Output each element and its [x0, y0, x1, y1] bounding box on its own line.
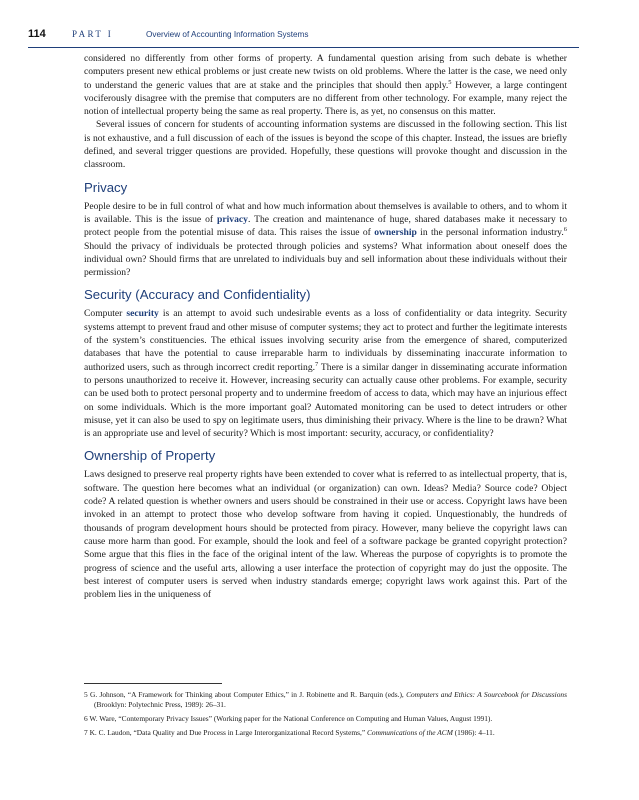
intro-paragraph-2: Several issues of concern for students of accounting information systems are discussed in the following section. This list is not exhaustive, and a full discussion of each of the issues is beyond the scope of this chapter. Instead, the issues are briefly defined, and several trigger questions are provided. Hopefully, these questions will provoke thought and discussion in the classroom. — [84, 119, 567, 171]
page-number: 114 — [28, 28, 46, 40]
footnote-text: G. Johnson, “A Framework for Thinking about Computer Ethics,” in J. Robinette and R. Barquin (eds.), — [89, 690, 407, 699]
privacy-text: People desire to be in full control of what and how much information about themselves is available to others, and to whom it is available. This is the issue of — [84, 200, 567, 225]
footnote-number: 5 — [84, 690, 88, 699]
intro-paragraph-1 — [84, 52, 567, 118]
security-paragraph — [84, 307, 567, 440]
footnote-text: (1986): 4–11. — [452, 728, 495, 737]
part-label: PART I — [72, 29, 114, 39]
chapter-title: Overview of Accounting Information Systems — [146, 30, 309, 39]
privacy-heading: Privacy — [84, 179, 128, 195]
footnote-rule — [84, 683, 222, 684]
intro-text: considered no differently from other forms of property. A fundamental question arising from such debate is whether computers present new ethical problems or just create new twists on old problems. Where the latter is the case, we need only to understand the generic values that are at stake and the principles that should then apply. — [84, 53, 567, 91]
security-text: is an attempt to avoid such undesirable events as a loss of confidentiality or data integrity. Security systems attempt to prevent fraud and other misuse of computer systems; they act to protect and further the legitimate interests of the system’s constituencies. The ethical issues involving security arise from the emergence of shared, computerized databases that have the potential to cause irreparable harm to individuals by disseminating inaccurate information to authorized users, such as through incorrect credit reporting. — [84, 308, 567, 373]
security-text: There is a similar danger in disseminating accurate information to persons unauthorized to receive it. However, increasing security can actually cause other problems. For example, security can be used both to protect personal property and to undermine freedom of access to data, which may have an injurious effect on some individuals. Which is the more important goal? Automated monitoring can be used to detect intruders or other misuse, yet it can also be used to spy on legitimate users, thus diminishing their privacy. Where is the line to be drawn? What is an appropriate use and level of security? Which is most important: security, accuracy, or confidentiality? — [84, 361, 567, 440]
footnotes — [84, 683, 567, 742]
security-text: Computer — [84, 308, 127, 320]
footnote-6 — [84, 714, 567, 724]
security-heading: Security (Accuracy and Confidentiality) — [84, 287, 311, 303]
intro-text: However, a large contingent vociferously disagree with the premise that computers are no different from other technology. For example, many reject the notion of intellectual property being the same as real property. There is, as yet, no consensus on this matter. — [84, 79, 567, 118]
footnote-ref-5: 5 — [448, 78, 452, 86]
footnote-title: Communications of the ACM — [366, 728, 453, 737]
privacy-text: . The creation and maintenance of huge, shared databases make it necessary to protect people from the potential misuse of data. This raises the issue of — [84, 213, 568, 239]
ownership-paragraph: Laws designed to preserve real property rights have been extended to cover what is referred to as intellectual property, that is, software. The question here becomes what an individual (or organization) can own. Ideas? Media? Source code? Object code? A related question is whether owners and users should be constrained in their use or access. Copyright laws have been invoked in an attempt to protect those who develop software from having it copied. Unquestionably, the hundreds of thousands of program development hours should be protected from piracy. However, many believe the copyright laws can cause more harm than good. For example, should the look and feel of a software package be granted copyright protection? Some argue that this flies in the face of the original intent of the law. Whereas the purpose of copyrights is to promote the progress of science and the useful arts, allowing a user interface the protection of copyright may do just the opposite. The best interest of computer users is served when industry standards emerge; copyright laws work against this. Part of the problem lies in the uniqueness of — [84, 469, 567, 601]
footnote-text: K. C. Laudon, “Data Quality and Due Process in Large Interorganizational Record Systems,” — [89, 728, 367, 737]
running-header — [28, 28, 579, 48]
term-security: security — [126, 308, 159, 320]
footnote-7 — [84, 728, 567, 738]
footnote-number: 7 — [84, 728, 88, 737]
body-text — [84, 52, 567, 601]
footnote-text: W. Ware, “Contemporary Privacy Issues” (Working paper for the National Conference on Computing and Human Values, August 1991). — [89, 714, 493, 723]
privacy-text: in the personal information industry. — [416, 227, 564, 239]
footnote-number: 6 — [84, 714, 88, 723]
footnote-ref-7: 7 — [315, 360, 319, 368]
privacy-text: Should the privacy of individuals be protected through policies and systems? What information about oneself does the individual own? Should firms that are unrelated to individuals buy and sell information about these individuals without their permission? — [84, 240, 567, 279]
ownership-heading: Ownership of Property — [84, 448, 216, 464]
privacy-paragraph — [84, 200, 567, 280]
term-privacy: privacy — [217, 213, 248, 225]
footnote-text: (Brooklyn: Polytechnic Press, 1989): 26–31. — [94, 700, 226, 709]
term-ownership: ownership — [374, 227, 417, 239]
footnote-title: Computers and Ethics: A Sourcebook for Discussions — [406, 690, 567, 699]
footnote-5 — [84, 690, 567, 710]
footnote-ref-6: 6 — [563, 226, 567, 234]
